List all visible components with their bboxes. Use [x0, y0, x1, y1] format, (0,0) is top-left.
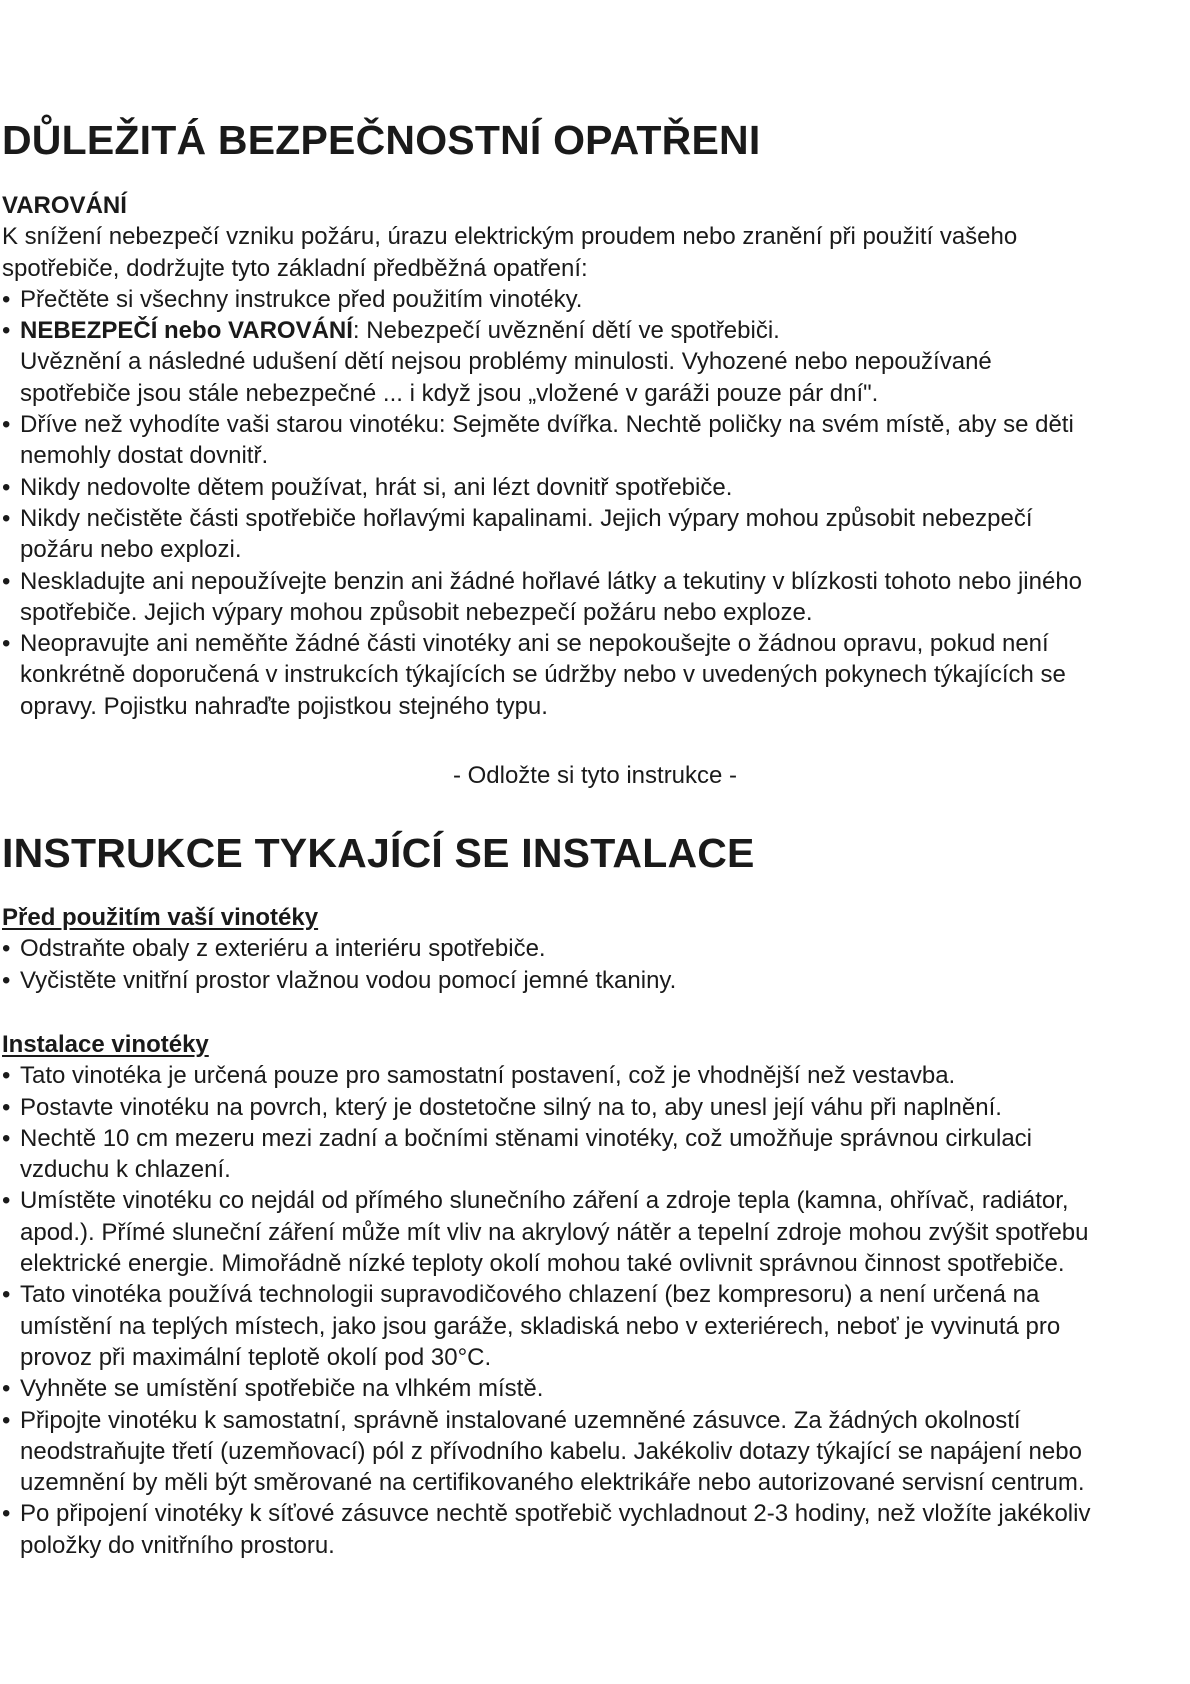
list-item: [2, 1123, 1187, 1154]
list-item-text: Tato vinotéka používá technologii supravodičového chlazení (bez kompresoru) a není určená na: [20, 1281, 1040, 1309]
list-item: [2, 1279, 1187, 1310]
list-item-text: Dříve než vyhodíte vaši starou vinotéku: Sejměte dvířka. Nechtě poličky na svém místě, aby se děti: [20, 411, 1074, 439]
list-item-text: Postavte vinotéku na povrch, který je dostetočne silný na to, aby unesl její váhu při naplnění.: [20, 1093, 1002, 1121]
list-item-text: Připojte vinotéku k samostatní, správně instalované uzemněné zásuvce. Za žádných okolností: [20, 1406, 1021, 1434]
list-item-text: Neopravujte ani neměňte žádné části vinotéky ani se nepokoušejte o žádnou opravu, pokud není: [20, 630, 1049, 658]
list-item-continuation: nemohly dostat dovnitř.: [20, 442, 269, 470]
list-item-continuation: spotřebiče jsou stále nebezpečné ... i když jsou „vložené v garáži pouze pár dní".: [20, 379, 879, 407]
list-item-continuation: apod.). Přímé sluneční záření může mít vliv na akrylový nátěr a tepelní zdroje mohou zvýšit spotřebu: [20, 1218, 1089, 1246]
list-item-continuation: spotřebiče. Jejich výpary mohou způsobit nebezpečí požáru nebo exploze.: [20, 598, 813, 626]
list-item-continuation: konkrétně doporučená v instrukcích týkajících se údržby nebo v uvedených pokynech týkajících se: [20, 661, 1066, 689]
installation-section: [2, 1029, 1187, 1561]
list-item-continuation: položky do vnitřního prostoru.: [20, 1531, 335, 1559]
list-item: [2, 965, 1187, 996]
bullet-mark: •: [2, 630, 11, 658]
warning-heading: VAROVÁNÍ: [2, 192, 127, 219]
danger-label: NEBEZPEČÍ nebo VAROVÁNÍ: [20, 317, 353, 345]
safety-section-body: [2, 190, 1187, 722]
bullet-mark: •: [2, 935, 11, 963]
before-use-section: [2, 902, 1187, 996]
list-item: [2, 1373, 1187, 1404]
bullet-mark: •: [2, 285, 11, 313]
list-item: [2, 1405, 1187, 1436]
list-item-text: Neskladujte ani nepoužívejte benzin ani žádné hořlavé látky a tekutiny v blízkosti tohoto nebo jiného: [20, 567, 1083, 595]
keep-instructions-note: - Odložte si tyto instrukce -: [452, 762, 738, 789]
list-item: [2, 1092, 1187, 1123]
list-item: [2, 472, 1187, 503]
list-item: [2, 933, 1187, 964]
list-item-continuation: umístění na teplých místech, jako jsou garáže, skladiská nebo v exteriérech, neboť je vyvinutá pro: [20, 1312, 1061, 1340]
install-section-title: INSTRUKCE TYKAJÍCÍ SE INSTALACE: [2, 830, 755, 876]
list-item-text: Tato vinotéka je určená pouze pro samostatní postavení, což je vhodnější než vestavba.: [20, 1062, 956, 1090]
list-item: [2, 503, 1187, 534]
bullet-mark: •: [2, 1124, 11, 1152]
bullet-mark: •: [2, 411, 11, 439]
list-item-continuation: provoz při maximální teplotě okolí pod 30°C.: [20, 1343, 492, 1371]
bullet-mark: •: [2, 1281, 11, 1309]
list-item: [2, 284, 1187, 315]
bullet-mark: •: [2, 1093, 11, 1121]
list-item-text: Nechtě 10 cm mezeru mezi zadní a bočními stěnami vinotéky, což umožňuje správnou cirkulaci: [20, 1124, 1032, 1152]
list-item-continuation: vzduchu k chlazení.: [20, 1156, 231, 1184]
list-item-continuation: neodstraňujte třetí (uzemňovací) pól z přívodního kabelu. Jakékoliv dotazy týkající se napájení nebo: [20, 1437, 1082, 1465]
list-item: [2, 1185, 1187, 1216]
bullet-mark: •: [2, 1500, 11, 1528]
safety-section-title: DŮLEŽITÁ BEZPEČNOSTNÍ OPATŘENI: [2, 117, 761, 163]
list-item: [2, 409, 1187, 440]
list-item-continuation: opravy. Pojistku nahraďte pojistkou stejného typu.: [20, 692, 548, 720]
list-item: [2, 1498, 1187, 1529]
list-item-continuation: požáru nebo explozi.: [20, 536, 242, 564]
list-item: [2, 1060, 1187, 1091]
list-item-text: Vyhněte se umístění spotřebiče na vlhkém místě.: [20, 1375, 544, 1403]
intro-line: spotřebiče, dodržujte tyto základní předběžná opatření:: [2, 254, 588, 282]
bullet-mark: •: [2, 317, 11, 345]
bullet-mark: •: [2, 1187, 11, 1215]
list-item-continuation: uzemnění by měli být směrované na certifikovaného elektrikáře nebo autorizované servisní centrum.: [20, 1469, 1085, 1497]
list-item-text: Umístěte vinotéku co nejdál od přímého slunečního záření a zdroje tepla (kamna, ohřívač, radiátor,: [20, 1187, 1069, 1215]
list-item: [2, 566, 1187, 597]
list-item-text: Odstraňte obaly z exteriéru a interiéru spotřebiče.: [20, 935, 546, 963]
intro-line: K snížení nebezpečí vzniku požáru, úrazu elektrickým proudem nebo zranění při použití vašeho: [2, 223, 1018, 251]
list-item-text: Nikdy nedovolte dětem používat, hrát si, ani lézt dovnitř spotřebiče.: [20, 473, 733, 501]
bullet-mark: •: [2, 504, 11, 532]
list-item-continuation: Uvěznění a následné udušení dětí nejsou problémy minulosti. Vyhozené nebo nepoužívané: [20, 348, 992, 376]
list-item-text: Po připojení vinotéky k síťové zásuvce nechtě spotřebič vychladnout 2-3 hodiny, než vložíte jakékoliv: [20, 1500, 1091, 1528]
list-item-text: Přečtěte si všechny instrukce před použitím vinotéky.: [20, 285, 583, 313]
list-item-text: : Nebezpečí uvěznění dětí ve spotřebiči.: [352, 317, 780, 345]
bullet-mark: •: [2, 966, 11, 994]
list-item: [2, 315, 1187, 346]
list-item-text: Nikdy nečistěte části spotřebiče hořlavými kapalinami. Jejich výpary mohou způsobit nebezpečí: [20, 504, 1033, 532]
list-item: [2, 628, 1187, 659]
bullet-mark: •: [2, 567, 11, 595]
bullet-mark: •: [2, 473, 11, 501]
bullet-mark: •: [2, 1062, 11, 1090]
list-item-continuation: elektrické energie. Mimořádně nízké teploty okolí mohou také ovlivnit správnou činnost spotřebiče.: [20, 1250, 1065, 1278]
before-use-heading: Před použitím vaší vinotéky: [2, 904, 319, 931]
bullet-mark: •: [2, 1375, 11, 1403]
bullet-mark: •: [2, 1406, 11, 1434]
list-item-text: Vyčistěte vnitřní prostor vlažnou vodou pomocí jemné tkaniny.: [20, 966, 677, 994]
installation-heading: Instalace vinotéky: [2, 1031, 209, 1058]
